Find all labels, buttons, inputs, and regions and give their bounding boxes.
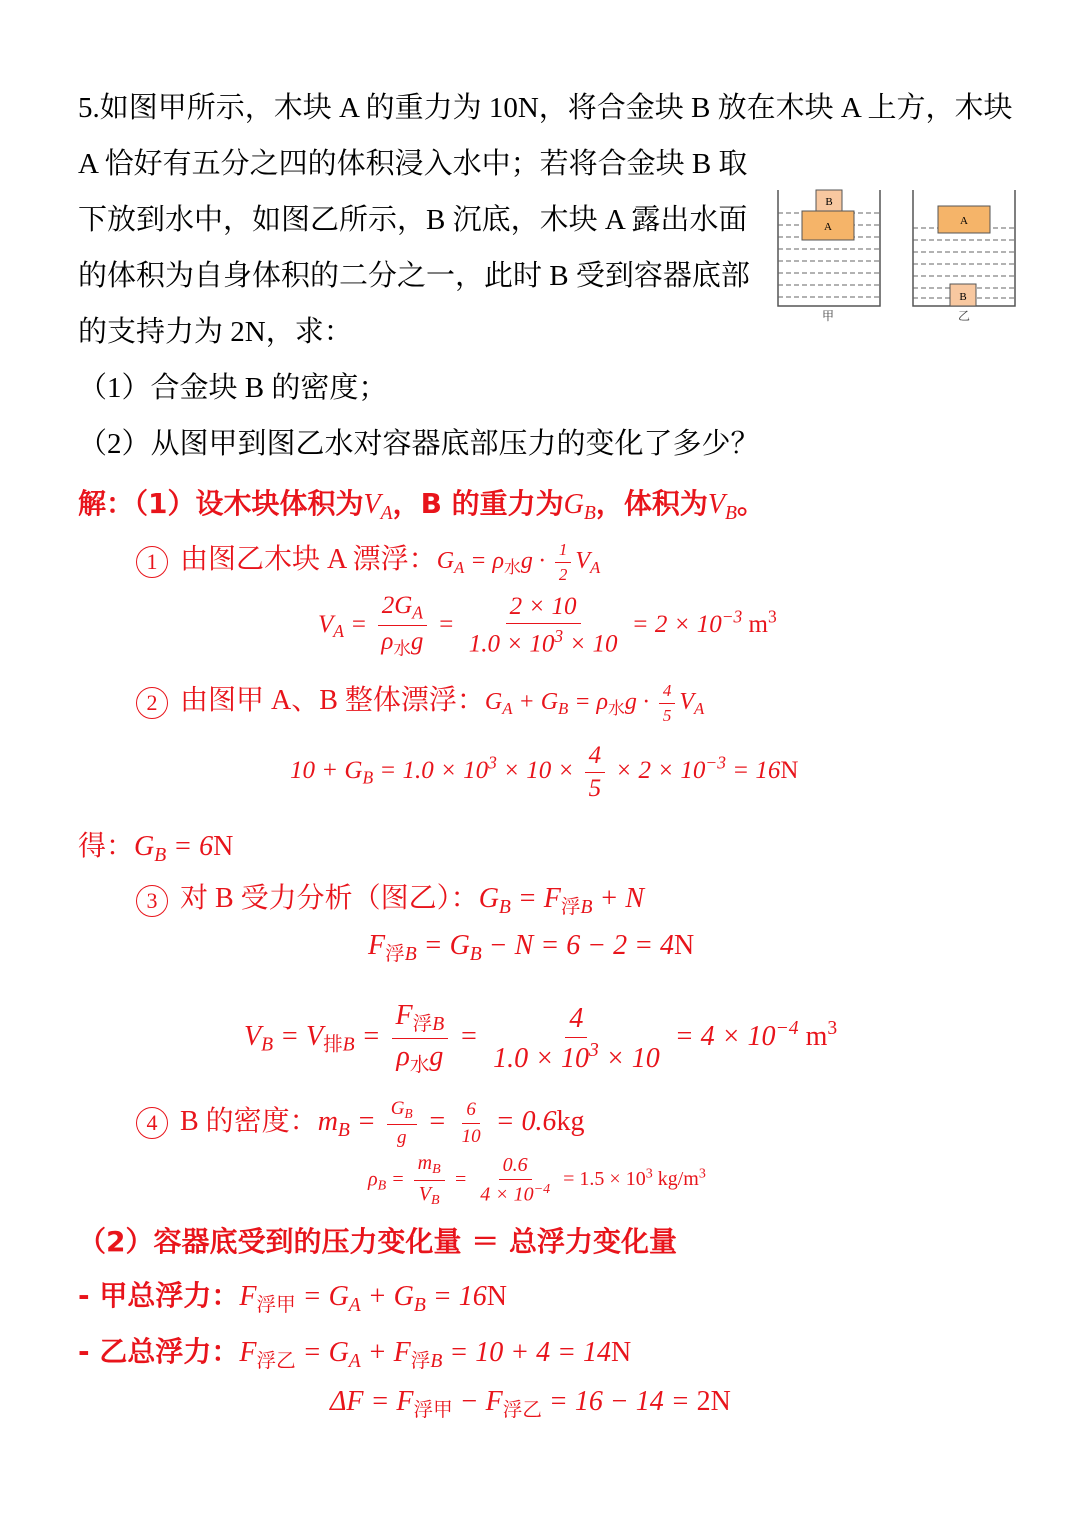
question-line-4: 的体积为自身体积的二分之一，此时 B 受到容器底部 xyxy=(78,260,750,292)
solution-step-4: 4 B 的密度：$m_B$ = $\frac{G_B}{g}$ = $\frac{6}{10}$ = 0.6kg xyxy=(136,1098,584,1149)
question-part-2: （2）从图甲到图乙水对容器底部压力的变化了多少？ xyxy=(78,428,760,460)
figure-containers xyxy=(770,180,1030,325)
solution-step-3: 3 对 B 受力分析（图乙）：$G_B = F_{浮B} + N$ xyxy=(136,876,644,919)
equation-vb: $V_B = V_{排B}$ = $\frac{F_{浮B}}{\rho_水g}$ = $\frac{4}{1.0 \times 10^3 \times 10}$ = $4 \times 10^{-4}$ $m^3$ xyxy=(244,1000,838,1076)
result-gb: 得：$G_B = 6N$ xyxy=(78,831,234,866)
container-jia xyxy=(778,190,880,323)
step-number: 1 xyxy=(136,546,168,578)
equation-fb: $F_{浮B} = G_B - N = 6 - 2 = 4N$ xyxy=(368,930,695,965)
equation-va: $V_A$ = $\frac{2G_A}{\rho_水g}$ = $\frac{2 \times 10}{1.0 \times 10^3 \times 10}$ = $2 \times 10^{-3}$ $m^3$ xyxy=(318,592,777,659)
solution-step-1: 1 由图乙木块 A 漂浮：$G_A = \rho_水g$ · $\frac{1}{2}$ $V_A$ xyxy=(136,537,600,585)
figure-label-jia: 甲 xyxy=(821,309,835,323)
block-a-jia-label: A xyxy=(824,221,832,233)
step-number: 2 xyxy=(136,687,168,719)
question-line-3: 下放到水中，如图乙所示，B 沉底，木块 A 露出水面 xyxy=(78,204,748,236)
block-b-yi-label: B xyxy=(959,291,967,303)
equation-delta-f: $\Delta F = F_{浮甲} - F_{浮乙} = 16 - 14 = 2N$ xyxy=(330,1386,731,1421)
block-b-jia-label: B xyxy=(825,196,833,208)
question-line-5: 的支持力为 2N，求： xyxy=(78,316,353,348)
question-line-1: 5.如图甲所示，木块 A 的重力为 10N，将合金块 B 放在木块 A 上方，木块 xyxy=(78,92,1013,124)
block-a-yi-label: A xyxy=(960,215,968,227)
solution-intro: 解：（1）设木块体积为$V_A$，B 的重力为$G_B$，体积为$V_B$。 xyxy=(78,487,765,524)
part2-title: （2）容器底受到的压力变化量 ＝ 总浮力变化量 xyxy=(78,1225,677,1258)
yi-total-buoyancy: - 乙总浮力：$F_{浮乙} = G_A + F_{浮B} = 10 + 4 = 14N$ xyxy=(78,1335,632,1372)
solution-step-2: 2 由图甲 A、B 整体漂浮：$G_A + G_B = \rho_水g$ · $\frac{4}{5}$ $V_A$ xyxy=(136,678,704,726)
equation-gb: $10 + G_B = 1.0 \times 10^3 \times 10$ × $\frac{4}{5}$ × $2 \times 10^{-3} = 16N$ xyxy=(290,742,799,802)
jia-total-buoyancy: - 甲总浮力：$F_{浮甲} = G_A + G_B = 16N$ xyxy=(78,1279,507,1316)
question-part-1: （1）合金块 B 的密度； xyxy=(78,372,388,404)
container-yi xyxy=(913,190,1015,323)
step-number: 4 xyxy=(136,1107,168,1139)
step-number: 3 xyxy=(136,885,168,917)
equation-density: $\rho_B$ = $\frac{m_B}{V_B}$ = $\frac{0.6}{4 \times 10^{-4}}$ = $1.5 \times 10^3$ $kg/m^3$ xyxy=(368,1152,706,1209)
question-line-2: A 恰好有五分之四的体积浸入水中；若将合金块 B 取 xyxy=(78,148,748,180)
figure-label-yi: 乙 xyxy=(957,309,971,323)
